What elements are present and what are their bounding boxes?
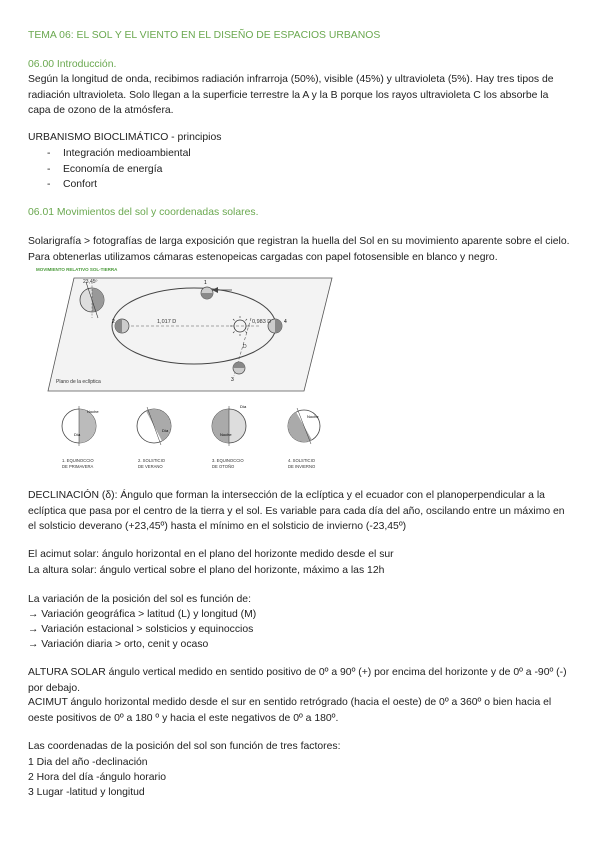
urbanismo-title: URBANISMO BIOCLIMÁTICO - principios bbox=[28, 132, 222, 143]
list-item: 2 Hora del día -ángulo horario bbox=[28, 772, 167, 783]
sun-earth-diagram bbox=[34, 266, 334, 488]
caption-line: DE INVIERNO bbox=[288, 464, 316, 469]
list-item: - Economía de energía bbox=[28, 162, 573, 178]
earth-position-3 bbox=[233, 362, 245, 374]
altura-definition: La altura solar: ángulo vertical sobre el plano del horizonte, máximo a las 12h bbox=[28, 565, 385, 576]
globe-equinoccio-otono bbox=[212, 406, 246, 446]
pos-label: 4 bbox=[284, 319, 287, 325]
noche-label: Noche bbox=[220, 432, 232, 437]
caption-line: 4. SOLSTICIO bbox=[288, 458, 315, 463]
caption-line: DE OTOÑO bbox=[212, 464, 235, 469]
intro-heading: 06.00 Introducción. bbox=[28, 59, 117, 70]
ecliptic-label: Plano de la eclíptica bbox=[56, 379, 101, 385]
intro-paragraph: Según la longitud de onda, recibimos radiación infrarroja (50%), visible (45%) y ultravioleta (5%). Hay tres tipos de radiación ultravioleta. Solo llegan a la superficie terrestre la A y la B porque los rayos ultravioleta C los absorbe la capa de ozono de la atmósfera. bbox=[28, 74, 554, 117]
dia-label: Día bbox=[74, 432, 81, 437]
urbanismo-list bbox=[28, 146, 573, 193]
section-heading: 06.01 Movimientos del sol y coordenadas solares. bbox=[28, 207, 259, 218]
list-item: - Confort bbox=[28, 177, 573, 193]
earth-position-1 bbox=[201, 287, 213, 299]
declinacion-paragraph: DECLINACIÓN (δ): Ángulo que forman la intersección de la eclíptica y el ecuador con el planoperpendicular a la eclíptica que pasa por el centro de la tierra y el sol. Es variable para cada día del año, oscilando entre un máximo en el solsticio deverano (+23,45º) hasta el mínimo en el solsticio de invierno (-23,45º) bbox=[28, 490, 565, 533]
diagram-title: MOVIMIENTO RELATIVO SOL-TIERRA bbox=[36, 267, 118, 272]
list-item: - Integración medioambiental bbox=[28, 146, 573, 162]
distance-label-2: 0,983 D bbox=[252, 319, 272, 325]
altura-solar-paragraph: ALTURA SOLAR ángulo vertical medido en sentido positivo de 0º a 90º (+) por encima del horizonte y de 0º a -90º (-) por debajo. bbox=[28, 667, 567, 694]
caption-line: DE PRIMAVERA bbox=[62, 464, 94, 469]
pos-label: 1 bbox=[204, 280, 207, 286]
list-item: → Variación diaria > orto, cenit y ocaso bbox=[28, 639, 209, 650]
list-item: → Variación geográfica > latitud (L) y longitud (M) bbox=[28, 609, 257, 620]
dia-label: Día bbox=[240, 404, 247, 409]
acimut-paragraph: ACIMUT ángulo horizontal medido desde el sur en sentido retrógrado (hacia el oeste) de 0º a 360º o bien hacia el oeste positivos de 0º a 180 º y hacia el este negativos de 0º a 180º. bbox=[28, 697, 552, 724]
page-title: TEMA 06: EL SOL Y EL VIENTO EN EL DISEÑO DE ESPACIOS URBANOS bbox=[28, 30, 381, 41]
dia-label: Día bbox=[162, 428, 169, 433]
caption-line: 1. EQUINOCCIO bbox=[62, 458, 94, 463]
acimut-definition: El acimut solar: ángulo horizontal en el plano del horizonte medido desde el sur bbox=[28, 549, 394, 560]
noche-label: Noche bbox=[87, 409, 99, 414]
pos-label: 2 bbox=[112, 319, 115, 325]
pos-label: 3 bbox=[231, 377, 234, 383]
earth-position-2 bbox=[115, 319, 129, 333]
caption-line: 2. SOLSTICIO bbox=[138, 458, 165, 463]
distance-label-1: 1,017 D bbox=[157, 319, 177, 325]
noche-label: Noche bbox=[307, 414, 319, 419]
caption-line: DE VERANO bbox=[138, 464, 163, 469]
solarigrafia-paragraph: Solarigrafía > fotografías de larga exposición que registran la huella del Sol en su movimiento aparente sobre el cielo. Para obtenerlas utilizamos cámaras estenopeicas cargadas con papel fotosensible en blanco y negro. bbox=[28, 236, 570, 263]
globe-solsticio-verano bbox=[137, 407, 171, 445]
list-item: → Variación estacional > solsticios y equinoccios bbox=[28, 624, 254, 635]
list-item: 1 Dia del año -declinación bbox=[28, 757, 148, 768]
tilt-label: 23,45º bbox=[83, 279, 98, 285]
variacion-title: La variación de la posición del sol es función de: bbox=[28, 594, 251, 605]
list-item: 3 Lugar -latitud y longitud bbox=[28, 787, 145, 798]
d-label: D bbox=[243, 344, 247, 350]
coordenadas-title: Las coordenadas de la posición del sol son función de tres factores: bbox=[28, 741, 341, 752]
caption-line: 3. EQUINOCCIO bbox=[212, 458, 244, 463]
